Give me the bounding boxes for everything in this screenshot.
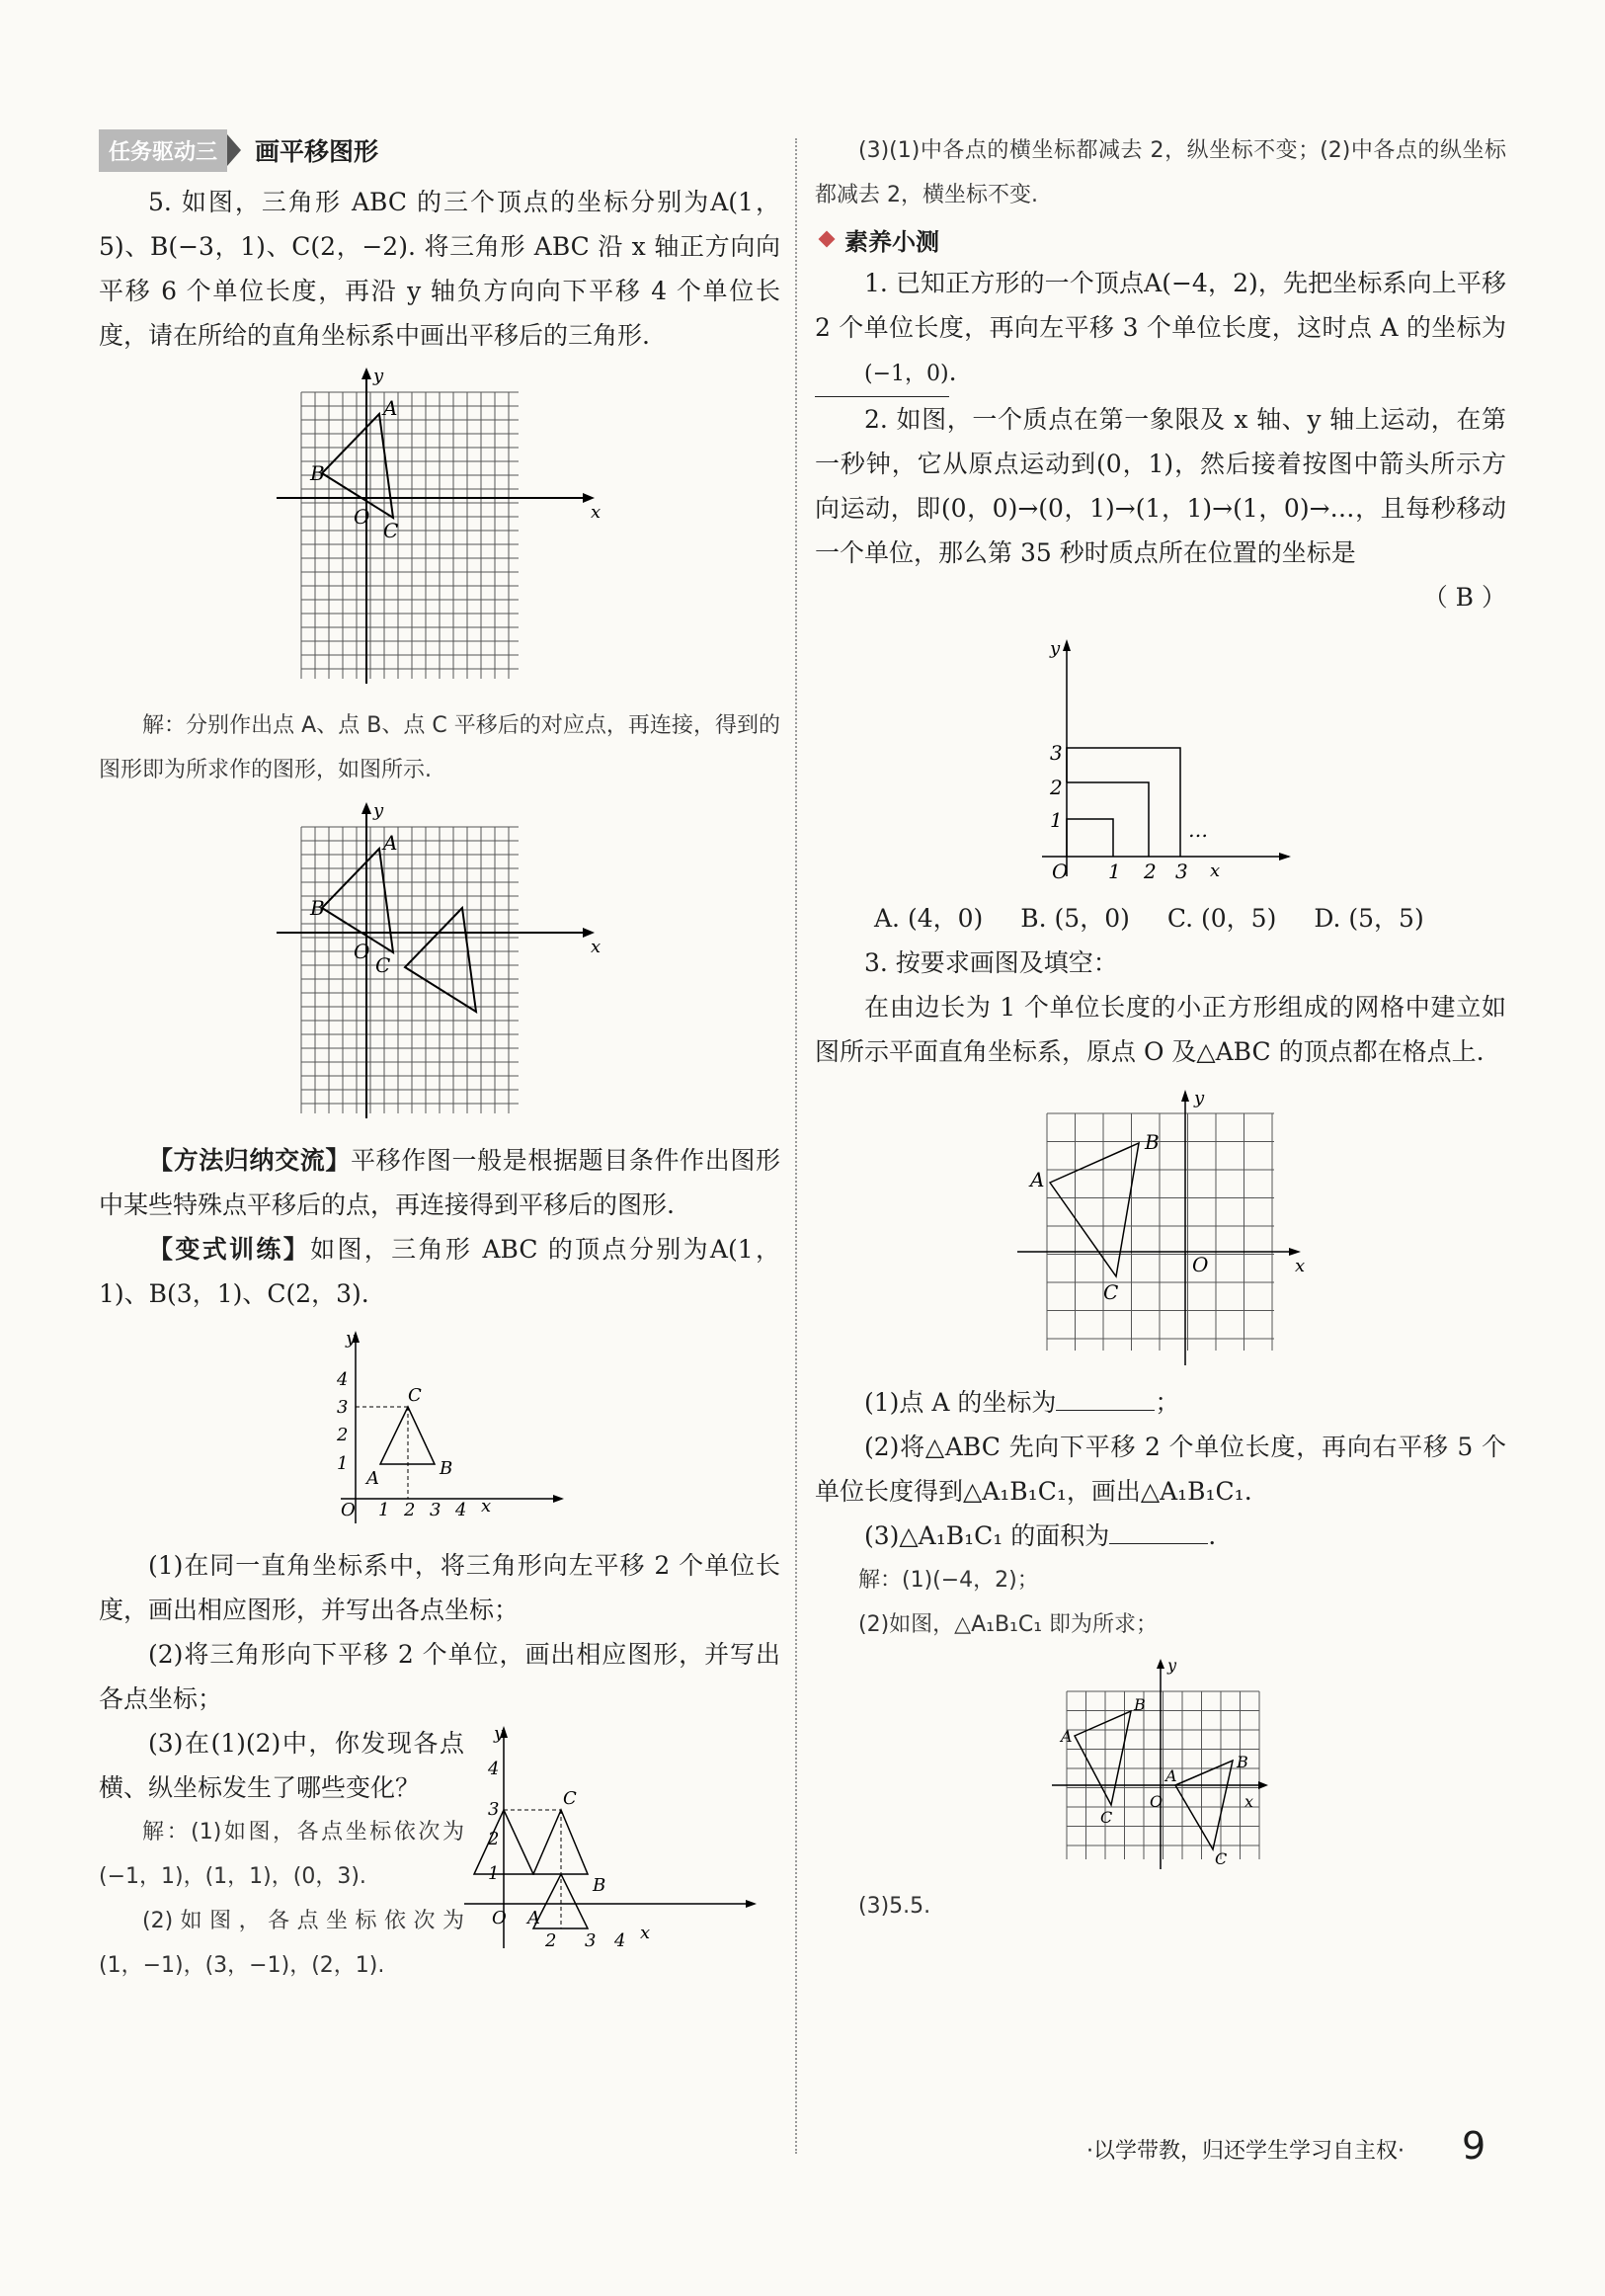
quiz-solution-figure [1047,1657,1274,1874]
q5-solution-figure [277,802,602,1128]
svg-text:O: O [354,940,370,963]
svg-text:C: C [1103,1280,1119,1304]
svg-text:A: A [383,396,398,420]
quiz-q1-answer: (−1，0) [815,352,949,397]
svg-text:4: 4 [614,1930,626,1951]
svg-text:C: C [563,1788,577,1809]
svg-text:2: 2 [1050,776,1063,799]
variant-s2: (2)如图，各点坐标依次为(1，−1)，(3，−1)，(2，1). [99,1909,464,1978]
section-tag: 任务驱动三 [99,129,227,172]
quiz-q3-2: (2)将△ABC 先向下平移 2 个单位长度，再向右平移 5 个单位长度得到△A₁B₁C₁，画出△A₁B₁C₁. [815,1433,1506,1506]
svg-text:4: 4 [337,1369,349,1390]
svg-text:B: B [440,1458,453,1479]
variant-q1: (1)在同一直角坐标系中，将三角形向左平移 2 个单位长度，画出相应图形，并写出各点坐标； [99,1551,780,1624]
column-divider [795,138,797,2154]
quiz-q3: 3. 按要求画图及填空： [864,948,1118,977]
svg-text:B: B [310,896,325,920]
svg-text:3: 3 [1175,860,1188,883]
svg-text:x: x [1244,1792,1254,1811]
arrow-icon [227,134,241,166]
svg-text:y: y [1194,1088,1205,1108]
quiz-q2-figure [1022,629,1299,886]
variant-label: 【变式训练】 [148,1235,311,1264]
svg-text:B: B [1134,1695,1146,1714]
svg-text:1: 1 [488,1863,500,1884]
svg-text:y: y [1050,638,1061,659]
page-number: 9 [1462,2124,1486,2168]
svg-text:B: B [1237,1753,1248,1771]
svg-text:4: 4 [488,1759,500,1779]
svg-text:C: C [383,519,399,542]
q5-figure-grid [277,368,602,694]
option-c: C. (0，5) [1166,904,1277,933]
diamond-icon [819,231,836,248]
svg-text:B: B [1145,1130,1160,1154]
method-label: 【方法归纳交流】 [148,1146,351,1175]
svg-text:y: y [494,1723,505,1744]
svg-text:1: 1 [1050,808,1063,832]
svg-text:2: 2 [337,1425,349,1445]
method-text: 平移作图一般是根据题目条件作出图形中某些特殊点平移后的点，再连接得到平移后的图形. [99,1146,780,1219]
svg-text:A: A [1030,1168,1045,1191]
blank-q3-3[interactable] [1109,1543,1208,1544]
option-d: D. (5，5) [1314,904,1424,933]
svg-text:3: 3 [337,1397,349,1418]
q5-solution: 解：分别作出点 A、点 B、点 C 平移后的对应点，再连接，得到的图形即为所求作的图形，如图所示. [99,713,780,782]
quiz-s3: (3)5.5. [858,1894,931,1919]
variant-solution-figure [464,1721,761,1958]
svg-text:A: A [527,1908,540,1928]
svg-text:C: C [1215,1849,1228,1868]
variant-figure [311,1326,568,1533]
page-footer: ·以学带教，归还学生学习自主权· [1086,2139,1404,2164]
svg-text:x: x [1295,1256,1306,1276]
svg-text:O: O [492,1908,507,1928]
svg-text:x: x [640,1923,651,1943]
svg-text:O: O [1052,860,1069,883]
svg-text:x: x [1210,861,1221,881]
svg-text:y: y [1167,1657,1177,1675]
q5-text: 5. 如图，三角形 ABC 的三个顶点的坐标分别为A(1，5)、B(−3，1)、C(2，−2). 将三角形 ABC 沿 x 轴正方向向平移 6 个单位长度，再沿 y 轴负方向向下平移 4 个单位长度，请在所给的直角坐标系中画出平移后的三角形. [99,188,780,350]
variant-s1: 解：(1)如图，各点坐标依次为(−1，1)，(1，1)，(0，3). [99,1820,464,1889]
svg-text:O: O [1192,1253,1209,1276]
svg-text:1: 1 [378,1500,390,1520]
svg-text:O: O [354,505,370,529]
section-header [99,128,780,172]
svg-text:O: O [1150,1792,1164,1811]
grid-lines [301,392,519,679]
svg-text:x: x [591,502,602,523]
variant-q3: (3)在(1)(2)中，你发现各点横、纵坐标发生了哪些变化？ [99,1729,464,1802]
svg-text:2: 2 [545,1930,557,1951]
quiz-s2: (2)如图，△A₁B₁C₁ 即为所求； [858,1612,1159,1637]
section-title: 画平移图形 [255,137,379,166]
svg-text:y: y [373,368,384,386]
svg-text:A: A [1061,1727,1073,1746]
quiz-header [815,217,1506,261]
svg-text:3: 3 [488,1799,500,1820]
svg-text:B: B [593,1875,606,1896]
svg-text:B: B [310,461,325,485]
svg-text:1: 1 [1108,860,1121,883]
variant-text: 如图，三角形 ABC 的顶点分别为A(1，1)、B(3，1)、C(2，3). [99,1235,780,1308]
quiz-q3-1: (1)点 A 的坐标为 [864,1388,1057,1417]
svg-text:2: 2 [488,1829,500,1849]
svg-text:C: C [408,1385,422,1406]
quiz-q3-3: (3)△A₁B₁C₁ 的面积为 [864,1521,1110,1550]
svg-text:2: 2 [404,1500,416,1520]
left-column [99,128,780,1988]
svg-text:x: x [591,937,602,957]
svg-text:1: 1 [337,1453,349,1474]
svg-text:A: A [366,1468,379,1489]
triangle-abc [322,414,393,518]
svg-text:…: … [1188,818,1208,842]
quiz-q3-figure [1012,1084,1309,1370]
svg-text:y: y [346,1328,357,1349]
svg-text:A: A [1165,1766,1177,1785]
right-column: (3)(1)中各点的横坐标都减去 2，纵坐标不变；(2)中各点的纵坐标都减去 2，横坐标不变. 素养小测 1. 已知正方形的一个顶点A(−4，2)，先把坐标系向上平移 2 个单位长度，再向左平移 3 个单位长度，这时点 A 的坐标为(−1，0). 2. 如图，一个质点在第一象限及 x 轴、y 轴上运动，在第一秒钟，它从原点运动到(0，1)，然后接着按图中箭头所示方向运动，即(0，0)→(0，1)→(1，1)→(1，0)→…，且每秒移动一个单位，那么第 35 秒时质点所在位置的坐标是 （ B ） y 3 2 1 O 1 2 3 x … A. (4，0) B. (5，0) C. (0，5) D. (5，5) 3. 按要求画图及填空： 在由边长为 1 个单位长度的小正方形组成的网格中建立如图所示平面直角坐标系，原点 O 及△ABC 的顶点都在格点上. A B C O x y (1)点 A 的坐标为 ； (2)将△ABC 先向下平移 2 个单位长度，再向右平移 5 个单位长度得到△A₁B₁C₁，画出△A₁B₁C₁. (3)△A₁B₁C₁ 的面积为 . 解：(1)(−4，2)； (2)如图，△A₁B₁C₁ 即为所求； A B C O A B C x y (3)5.5. [815,128,1506,1928]
variant-s3: (3)(1)中各点的横坐标都减去 2，纵坐标不变；(2)中各点的纵坐标都减去 2，横坐标不变. [815,138,1506,207]
variant-q2: (2)将三角形向下平移 2 个单位，画出相应图形，并写出各点坐标； [99,1640,780,1713]
svg-text:A: A [383,831,398,855]
svg-text:O: O [341,1500,356,1520]
quiz-title: 素养小测 [844,227,939,256]
svg-text:C: C [1100,1808,1113,1827]
quiz-q3-text: 在由边长为 1 个单位长度的小正方形组成的网格中建立如图所示平面直角坐标系，原点 O 及△ABC 的顶点都在格点上. [815,993,1506,1066]
triangle-abc [322,849,393,952]
svg-text:3: 3 [1050,741,1063,765]
quiz-q2: 2. 如图，一个质点在第一象限及 x 轴、y 轴上运动，在第一秒钟，它从原点运动到(0，1)，然后接着按图中箭头所示方向运动，即(0，0)→(0，1)→(1，1)→(1，0)→…，且每秒移动一个单位，那么第 35 秒时质点所在位置的坐标是 [815,405,1506,567]
svg-text:x: x [481,1496,492,1517]
svg-text:3: 3 [430,1500,441,1520]
svg-text:4: 4 [455,1500,467,1520]
svg-text:3: 3 [585,1930,597,1951]
option-b: B. (5，0) [1020,904,1130,933]
svg-text:2: 2 [1144,860,1157,883]
blank-q3-1[interactable] [1056,1410,1155,1411]
option-a: A. (4，0) [874,904,984,933]
quiz-q2-answer: （ B ） [1422,583,1506,612]
svg-text:C: C [375,953,391,977]
quiz-q1: 1. 已知正方形的一个顶点A(−4，2)，先把坐标系向上平移 2 个单位长度，再向左平移 3 个单位长度，这时点 A 的坐标为 [815,269,1506,342]
quiz-q2-options [815,896,1506,941]
quiz-s1: 解：(1)(−4，2)； [858,1568,1039,1593]
svg-text:y: y [373,802,384,821]
